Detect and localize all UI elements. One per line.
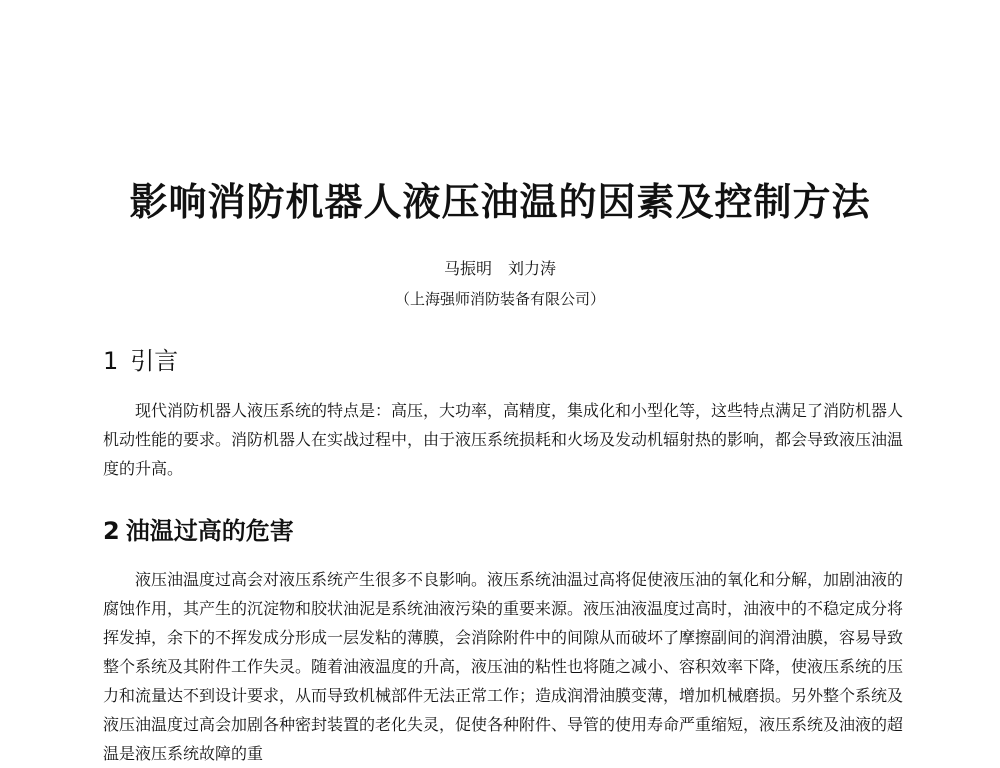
author-affiliation: （上海强师消防装备有限公司） [394,290,605,308]
author-names: 马振明 刘力涛 [443,259,556,278]
section-heading-introduction [103,344,178,378]
section-title: 引言 [130,347,179,375]
section-title: 油温过高的危害 [125,517,294,545]
section-paragraph: 现代消防机器人液压系统的特点是：高压，大功率，高精度，集成化和小型化等，这些特点满足了消防机器人机动性能的要求。消防机器人在实战过程中，由于液压系统损耗和火场及发动机辐射热的影响，都会导致液压油温度的升高。 [103,401,904,478]
section-paragraph: 液压油温度过高会对液压系统产生很多不良影响。液压系统油温过高将促使液压油的氧化和分解，加剧油液的腐蚀作用，其产生的沉淀物和胶状油泥是系统油液污染的重要来源。液压油液温度过高时，油液中的不稳定成分将挥发掉，余下的不挥发成分形成一层发粘的薄膜，会消除附件中的间隙从而破坏了摩擦副间的润滑油膜，容易导致整个系统及其附件工作失灵。随着油液温度的升高，液压油的粘性也将随之减小、容积效率下降，使液压系统的压力和流量达不到设计要求，从而导致机械部件无法正常工作；造成润滑油膜变薄，增加机械磨损。另外整个系统及液压油温度过高会加剧各种密封装置的老化失灵，促使各种附件、导管的使用寿命严重缩短，液压系统及油液的超温是液压系统故障的重 [103,570,904,763]
paper-title: 影响消防机器人液压油温的因素及控制方法 [129,179,871,224]
section-heading-hazards [103,514,294,548]
section-number: 2 [103,517,120,545]
section-number: 1 [103,347,119,375]
